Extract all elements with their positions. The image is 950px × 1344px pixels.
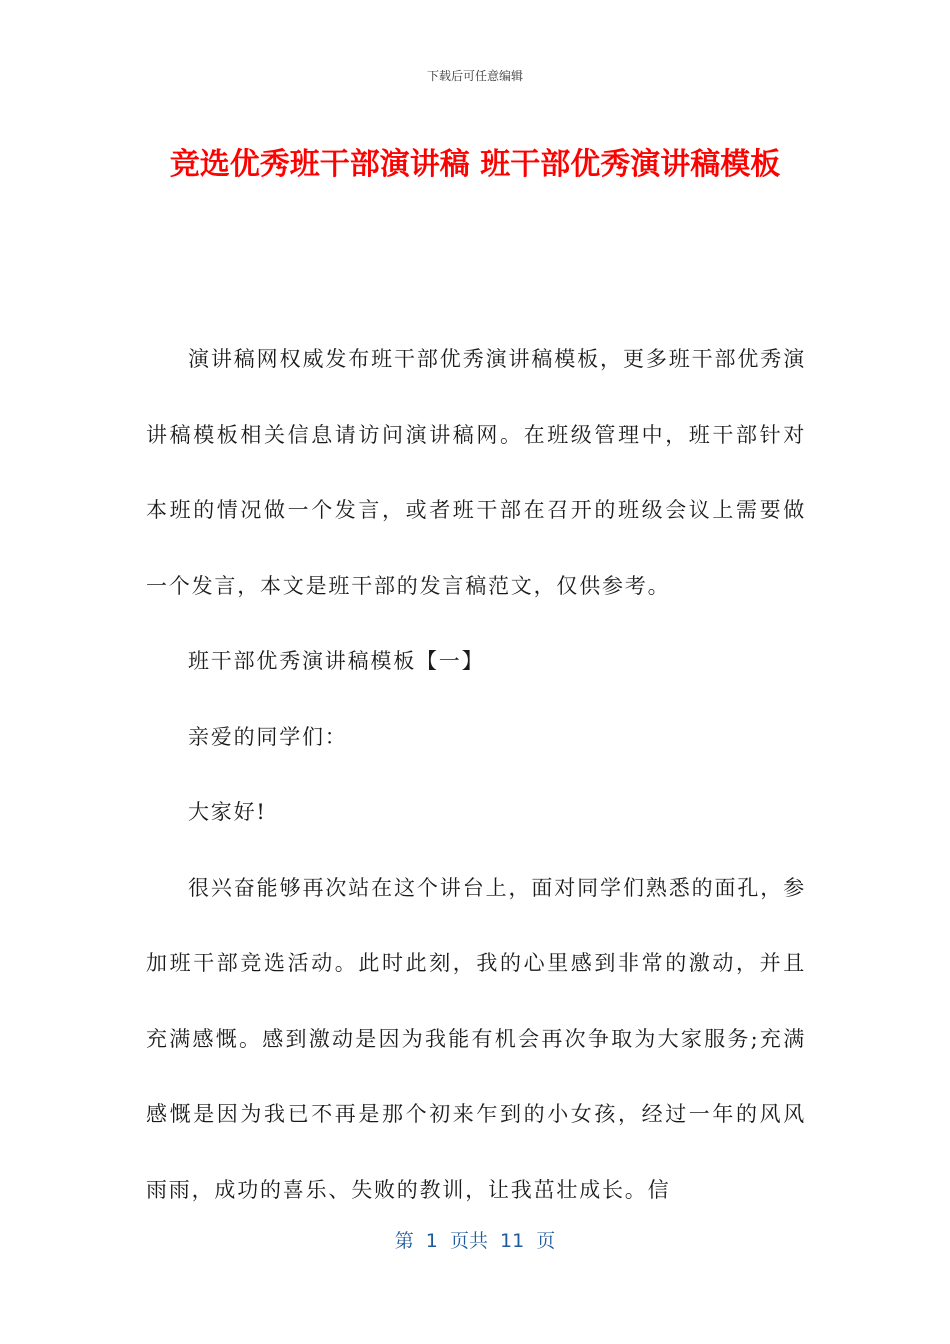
document-body	[146, 322, 806, 1228]
header-note: 下载后可任意编辑	[426, 69, 523, 83]
section-heading: 班干部优秀演讲稿模板【一】	[188, 649, 485, 673]
speech-paragraph: 很兴奋能够再次站在这个讲台上，面对同学们熟悉的面孔，参加班干部竞选活动。此时此刻，我的心里感到非常的激动，并且充满感慨。感到激动是因为我能有机会再次争取为大家服务;充满感慨是因为我已不再是那个初来乍到的小女孩，经过一年的风风雨雨，成功的喜乐、失败的教训，让我茁壮成长。信	[146, 875, 806, 1202]
document-title: 竞选优秀班干部演讲稿 班干部优秀演讲稿模板	[169, 147, 781, 182]
salutation: 亲爱的同学们：	[188, 724, 348, 749]
intro-paragraph: 演讲稿网权威发布班干部优秀演讲稿模板，更多班干部优秀演讲稿模板相关信息请访问演讲稿网。在班级管理中，班干部针对本班的情况做一个发言，或者班干部在召开的班级会议上需要做一个发言，本文是班干部的发言稿范文，仅供参考。	[146, 347, 806, 598]
greeting: 大家好!	[188, 800, 267, 824]
page-number-footer: 第 1 页共 11 页	[394, 1230, 556, 1252]
